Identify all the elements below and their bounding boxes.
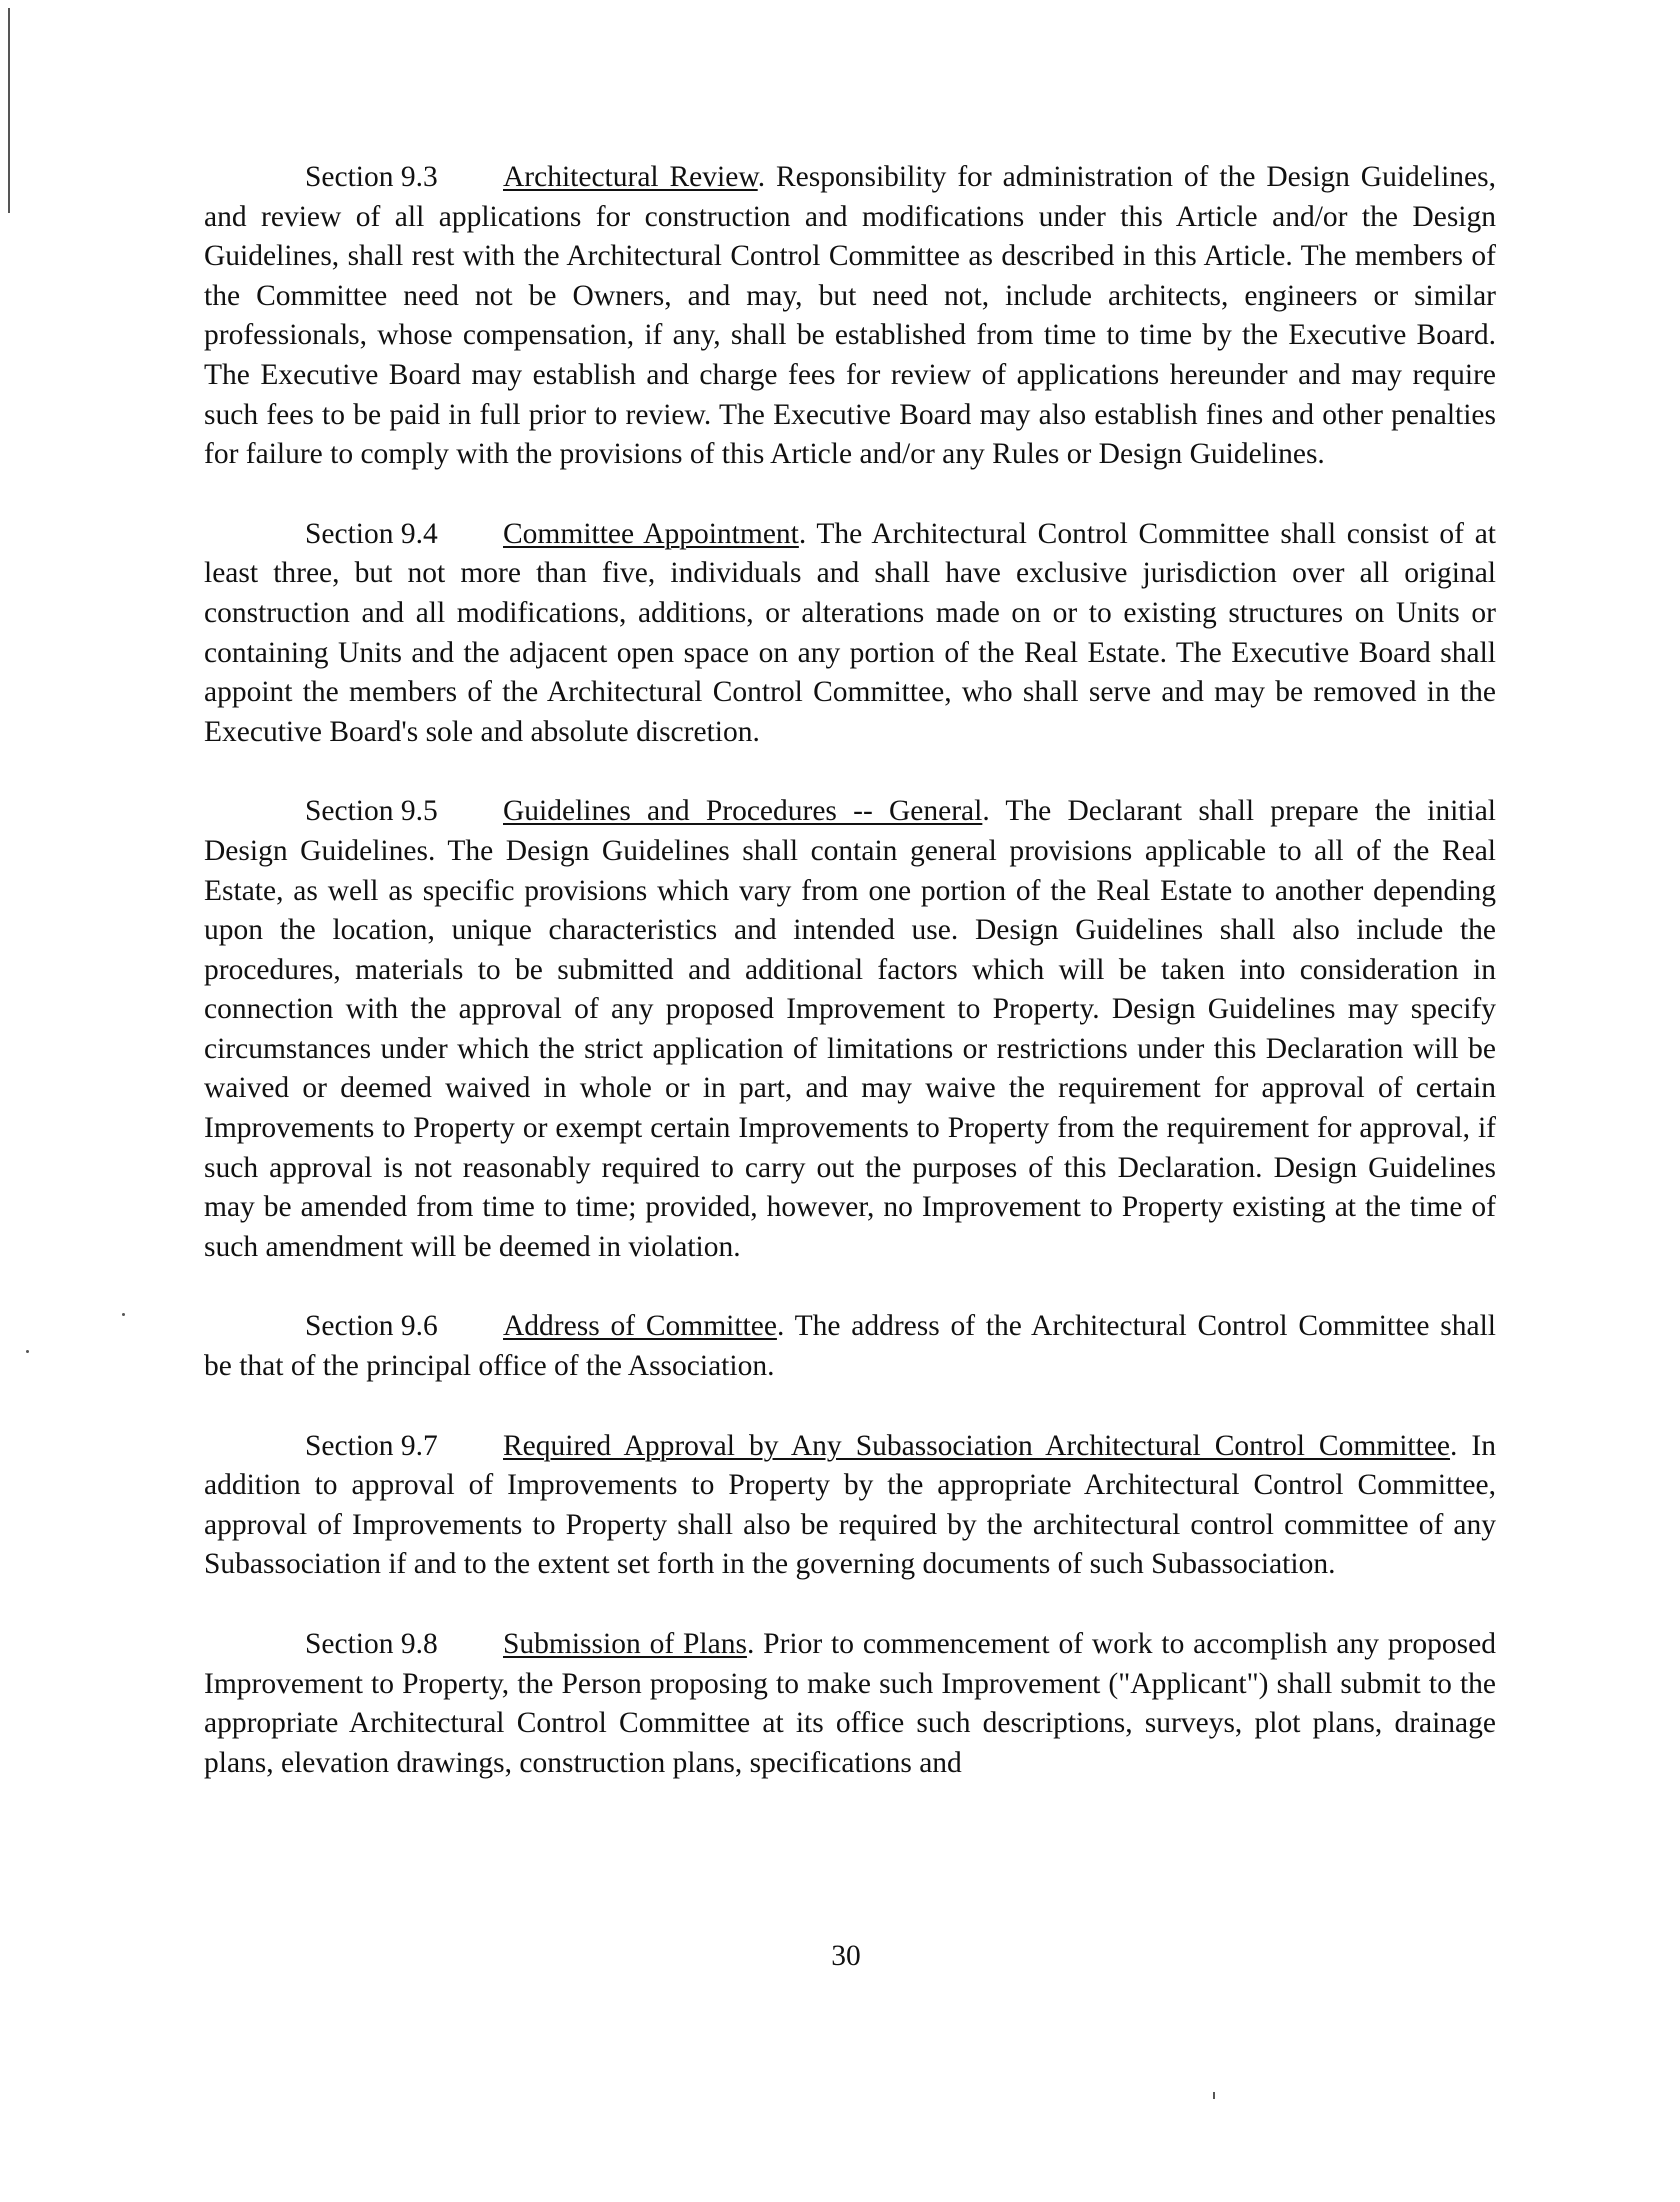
section-text: . Prior to commencement of work to accomplish any proposed Improvement to Property, the Person proposing to make such Improvement ("Applicant") shall submit to the appropriate Architectural Control Committee at its office such descriptions, surveys, plot plans, drainage plans, elevation drawings, construction plans, specifications and — [204, 1628, 1496, 1779]
section-9-5 — [204, 792, 1496, 1267]
section-heading: Required Approval by Any Subassociation Architectural Control Committee — [503, 1429, 1451, 1462]
section-text: . The Declarant shall prepare the initial Design Guidelines. The Design Guidelines shall contain general provisions applicable to all of the Real Estate, as well as specific provisions which vary from one portion of the Real Estate to another depending upon the location, unique characteristics and intended use. Design Guidelines shall also include the procedures, materials to be submitted and additional factors which will be taken into consideration in connection with the approval of any proposed Improvement to Property. Design Guidelines may specify circumstances under which the strict application of limitations or restrictions under this Declaration will be waived or deemed waived in whole or in part, and may waive the requirement for approval of certain Improvements to Property or exempt certain Improvements to Property from the requirement for approval, if such approval is not reasonably required to carry out the purposes of this Declaration. Design Guidelines may be amended from time to time; provided, however, no Improvement to Property existing at the time of such amendment will be deemed in violation. — [204, 795, 1496, 1263]
section-number: Section 9.7 — [305, 1429, 438, 1462]
section-number: Section 9.5 — [305, 795, 438, 828]
document-body — [204, 158, 1496, 1823]
section-text: . The address of the Architectural Control Committee shall be that of the principal office of the Association. — [204, 1310, 1496, 1383]
section-9-7 — [204, 1427, 1496, 1585]
page-number: 30 — [831, 1940, 861, 1972]
scan-speck — [1213, 2092, 1215, 2099]
section-number: Section 9.4 — [305, 517, 438, 550]
section-heading: Committee Appointment — [503, 517, 799, 550]
section-number: Section 9.3 — [305, 161, 438, 193]
scan-speck — [26, 1350, 29, 1353]
section-heading: Address of Committee — [503, 1310, 777, 1343]
section-9-3 — [204, 158, 1496, 475]
scan-edge-mark — [8, 8, 10, 213]
section-number: Section 9.6 — [305, 1310, 438, 1343]
section-heading: Submission of Plans — [503, 1628, 747, 1660]
section-text: . Responsibility for administration of the Design Guidelines, and review of all applications for construction and modifications under this Article and/or the Design Guidelines, shall rest with the Architectural Control Committee as described in this Article. The members of the Committee need not be Owners, and may, but need not, include architects, engineers or similar professionals, whose compensation, if any, shall be established from time to time by the Executive Board. The Executive Board may establish and charge fees for review of applications hereunder and may require such fees to be paid in full prior to review. The Executive Board may also establish fines and other penalties for failure to comply with the provisions of this Article and/or any Rules or Design Guidelines. — [204, 161, 1496, 471]
section-9-4 — [204, 515, 1496, 753]
section-heading: Architectural Review — [503, 161, 758, 193]
section-number: Section 9.8 — [305, 1628, 438, 1660]
section-text: . In addition to approval of Improvements to Property by the appropriate Architectural Control Committee, approval of Improvements to Property shall also be required by the architectural control committee of any Subassociation if and to the extent set forth in the governing documents of such Subassociation. — [204, 1429, 1496, 1581]
section-heading: Guidelines and Procedures -- General — [503, 795, 983, 828]
section-9-6 — [204, 1307, 1496, 1386]
scan-speck — [122, 1313, 125, 1316]
section-text: . The Architectural Control Committee shall consist of at least three, but not more than five, individuals and shall have exclusive jurisdiction over all original construction and all modifications, additions, or alterations made on or to existing structures on Units or containing Units and the adjacent open space on any portion of the Real Estate. The Executive Board shall appoint the members of the Architectural Control Committee, who shall serve and may be removed in the Executive Board's sole and absolute discretion. — [204, 517, 1496, 748]
section-9-8 — [204, 1625, 1496, 1783]
